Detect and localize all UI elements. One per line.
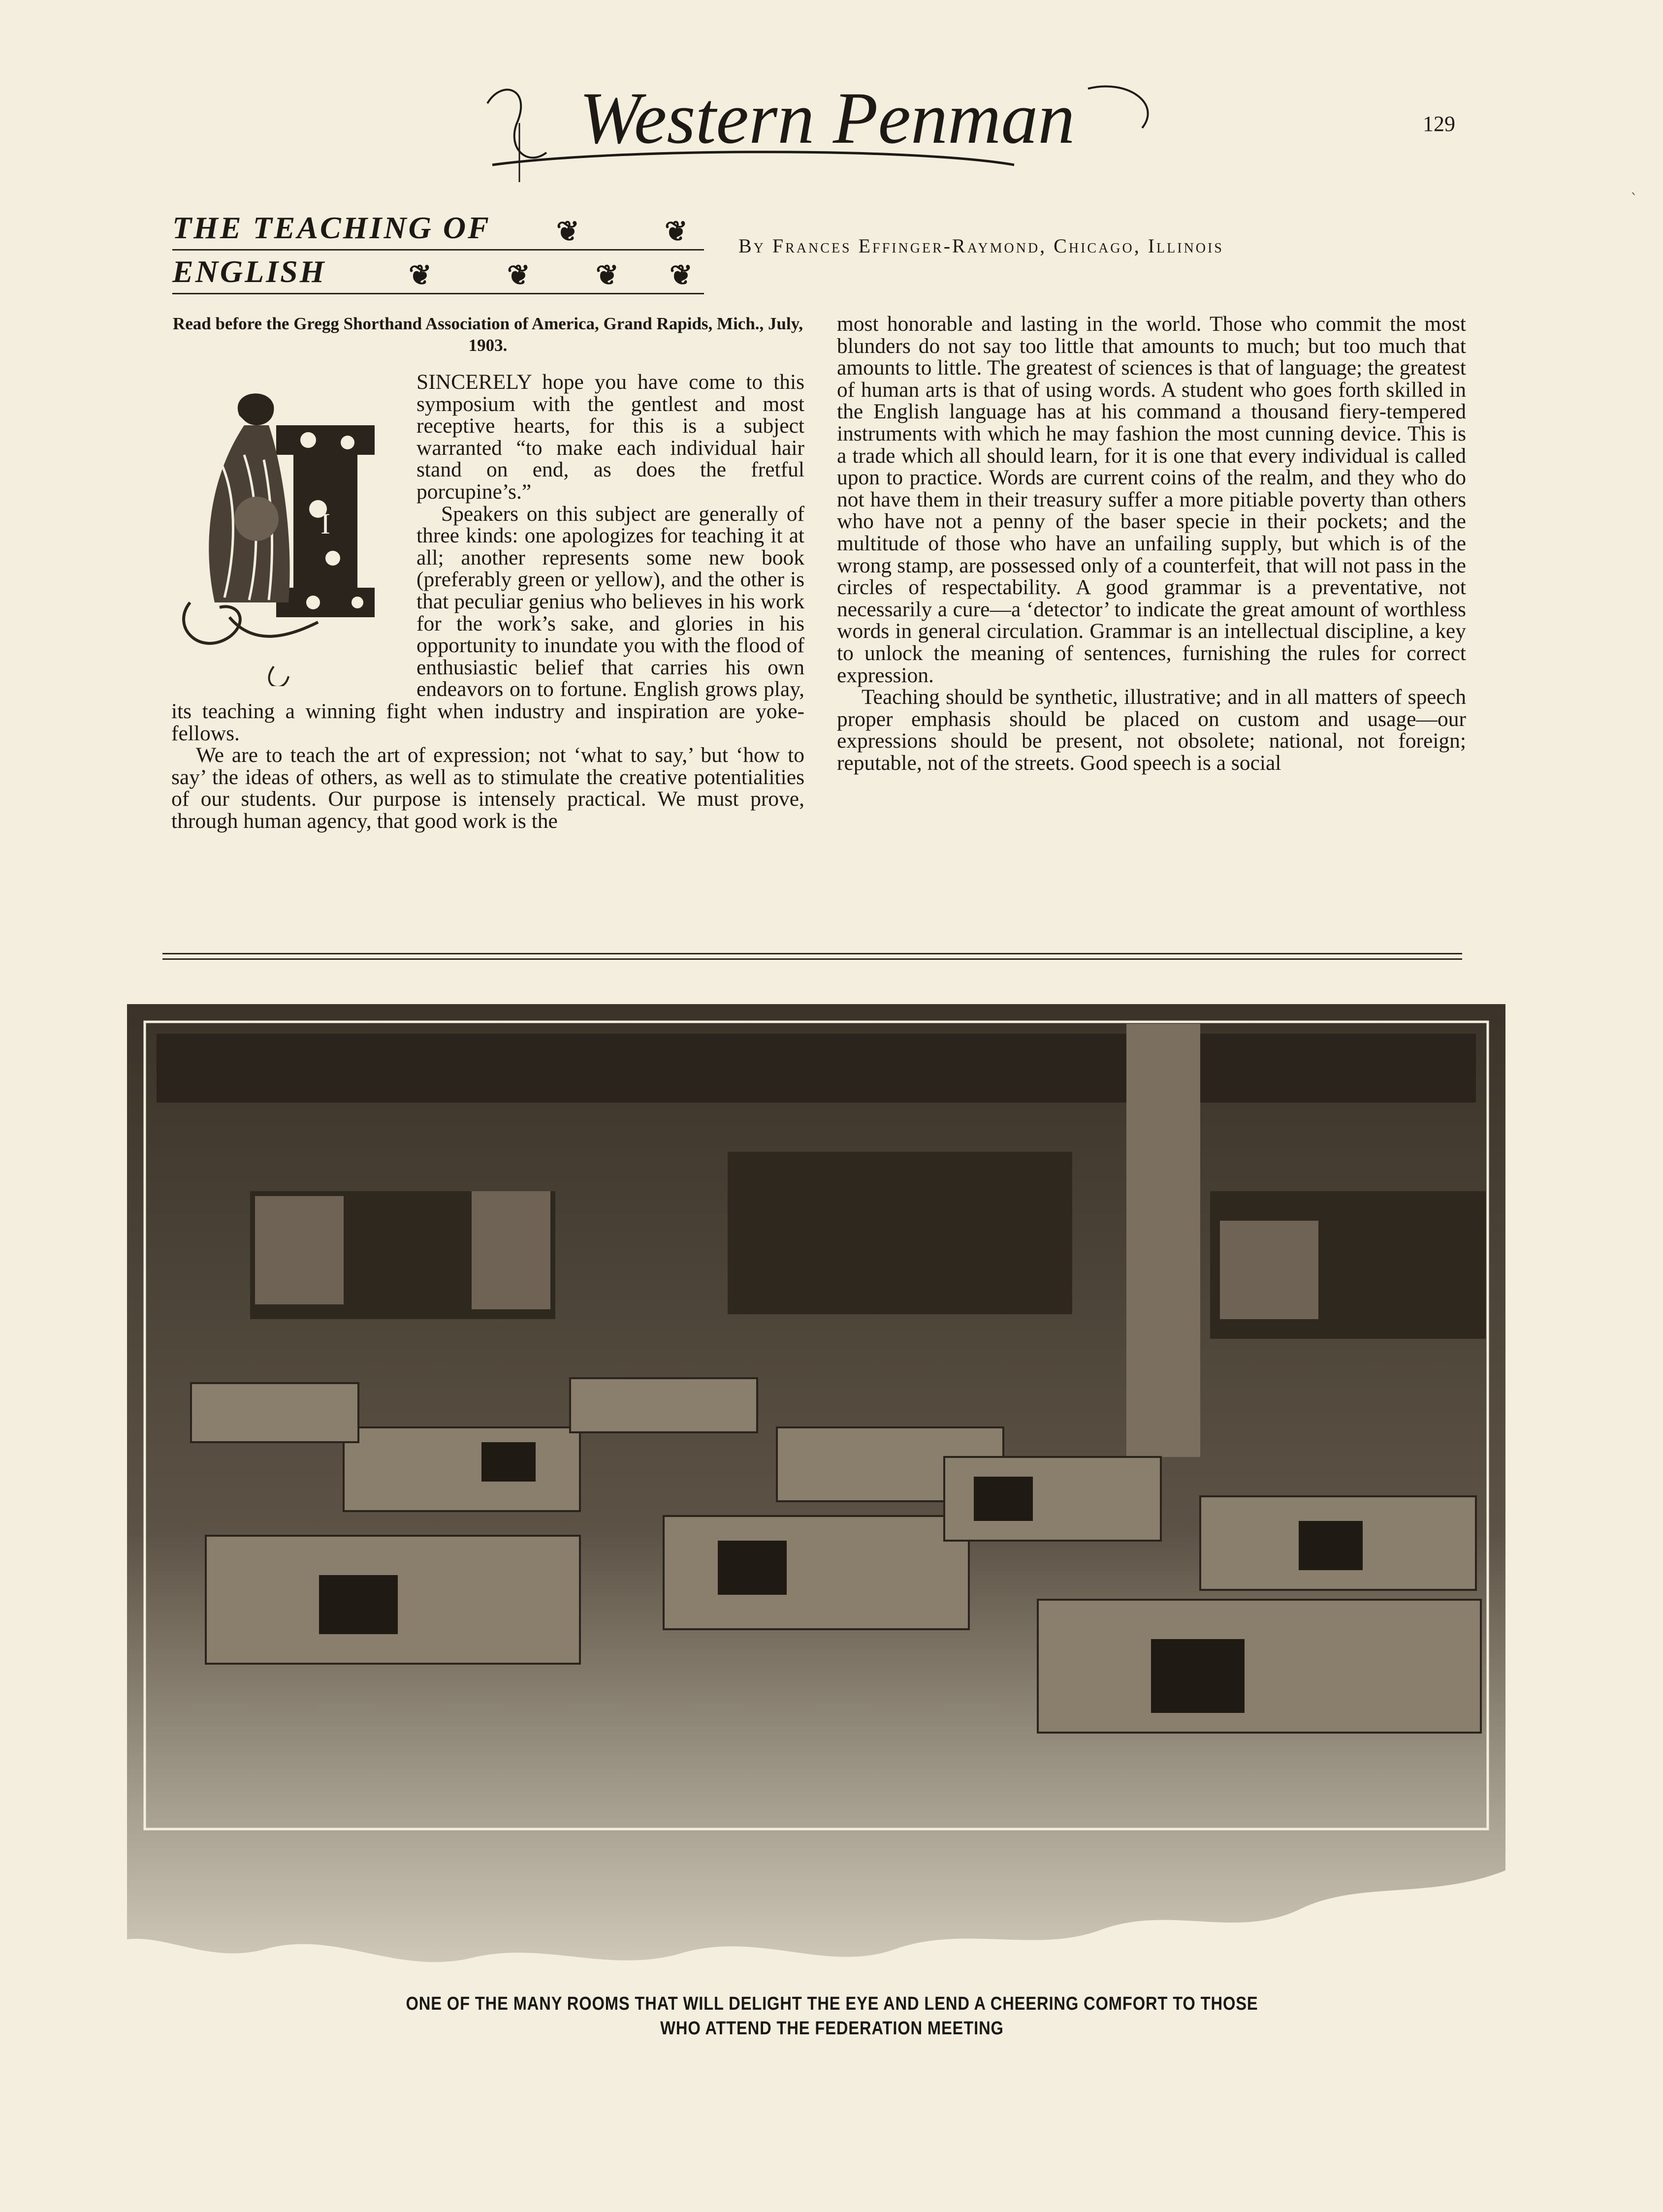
- leaf-ornament-icon: ❦: [596, 260, 621, 291]
- paragraph: most honorable and lasting in the world. Those who commit the most blunders do not say too little that amounts to much; but too much that amounts to little. The greatest of sciences is that of language; the greatest of human arts is that of using words. A student who goes forth skilled in the English language has at his command a thousand fiery-tempered instruments with which he may fashion the most cunning device. This is a trade which all should learn, for it is one that every individual is called upon to practice. Words are current coins of the realm, and they who do not have them in their treasury suffer a more pitiable poverty than others who have not a penny of the baser specie in their pockets; and the multitude of those who have an unfailing supply, but which is of the wrong stamp, are possessed only of a counterfeit, that will not pass in the circles of respectability. A good grammar is a preventative, not necessarily a cure—a ‘detector’ to indicate the great amount of worthless words in general circulation. Grammar is an intellectual discipline, a key to unlock the meaning of sentences, furnishing the rules for correct expression.: [837, 312, 1466, 687]
- masthead-logo: [473, 69, 1182, 187]
- classroom-photograph: [127, 1004, 1505, 1979]
- title-text-1: THE TEACHING OF: [172, 210, 491, 245]
- leaf-ornament-icon: ❦: [665, 217, 690, 247]
- title-rule: [172, 293, 704, 294]
- caption-line-2: WHO ATTEND THE FEDERATION MEETING: [660, 2018, 1004, 2039]
- initial-letter: I: [320, 507, 330, 540]
- left-column: [171, 313, 804, 832]
- leaf-ornament-icon: ❦: [409, 260, 434, 291]
- page-number: 129: [1423, 112, 1455, 136]
- decorative-initial-illustration: [170, 371, 402, 686]
- title-line-2: [172, 251, 714, 293]
- paragraph: SINCERELY hope you have come to this symposium with the gentlest and most receptive hearts, for this is a subject warranted “to make each individual hair stand on end, as does the fretful porcupine’s.”: [416, 370, 804, 504]
- leaf-ornament-icon: ❦: [670, 260, 695, 291]
- section-divider: [162, 953, 1462, 964]
- paragraph: Speakers on this subject are generally of three kinds: one apologizes for teaching it at all; another represents some new book (preferably green or yellow), and the other is that peculiar genius who believes in his work for the work’s sake, and glories in his opportunity to inundate you with the flood of enthusiastic belief that carries his own endeavors on to fortune. English grows play, its teaching a winning fight when industry and inspiration are yoke-fellows.: [171, 502, 804, 745]
- margin-mark: `: [1631, 191, 1638, 208]
- leaf-ornament-icon: ❦: [556, 217, 581, 247]
- byline: By Frances Effinger-Raymond, Chicago, Illinois: [738, 235, 1224, 257]
- caption-line-1: ONE OF THE MANY ROOMS THAT WILL DELIGHT THE EYE AND LEND A CHEERING COMFORT TO THOSE: [406, 1993, 1258, 2014]
- title-line-1: [172, 207, 714, 249]
- paragraph: We are to teach the art of expression; not ‘what to say,’ but ‘how to say’ the ideas of others, as well as to stimulate the creative potentialities of our students. Our purpose is intensely practical. We must prove, through human agency, that good work is the: [171, 743, 804, 833]
- masthead-logo-text: Western Penman: [579, 77, 1075, 159]
- reading-note: Read before the Gregg Shorthand Association of America, Grand Rapids, Mich., July, 1903.: [172, 314, 803, 355]
- paragraph: Teaching should be synthetic, illustrative; and in all matters of speech proper emphasis should be placed on custom and usage—our expressions should be present, not obsolete; national, not foreign; reputable, not of the streets. Good speech is a social: [837, 685, 1466, 775]
- photo-caption: [353, 1991, 1311, 2041]
- right-column: [837, 313, 1466, 774]
- leaf-ornament-icon: ❦: [507, 260, 532, 291]
- article-title: [172, 207, 714, 294]
- title-text-2: ENGLISH: [172, 254, 326, 289]
